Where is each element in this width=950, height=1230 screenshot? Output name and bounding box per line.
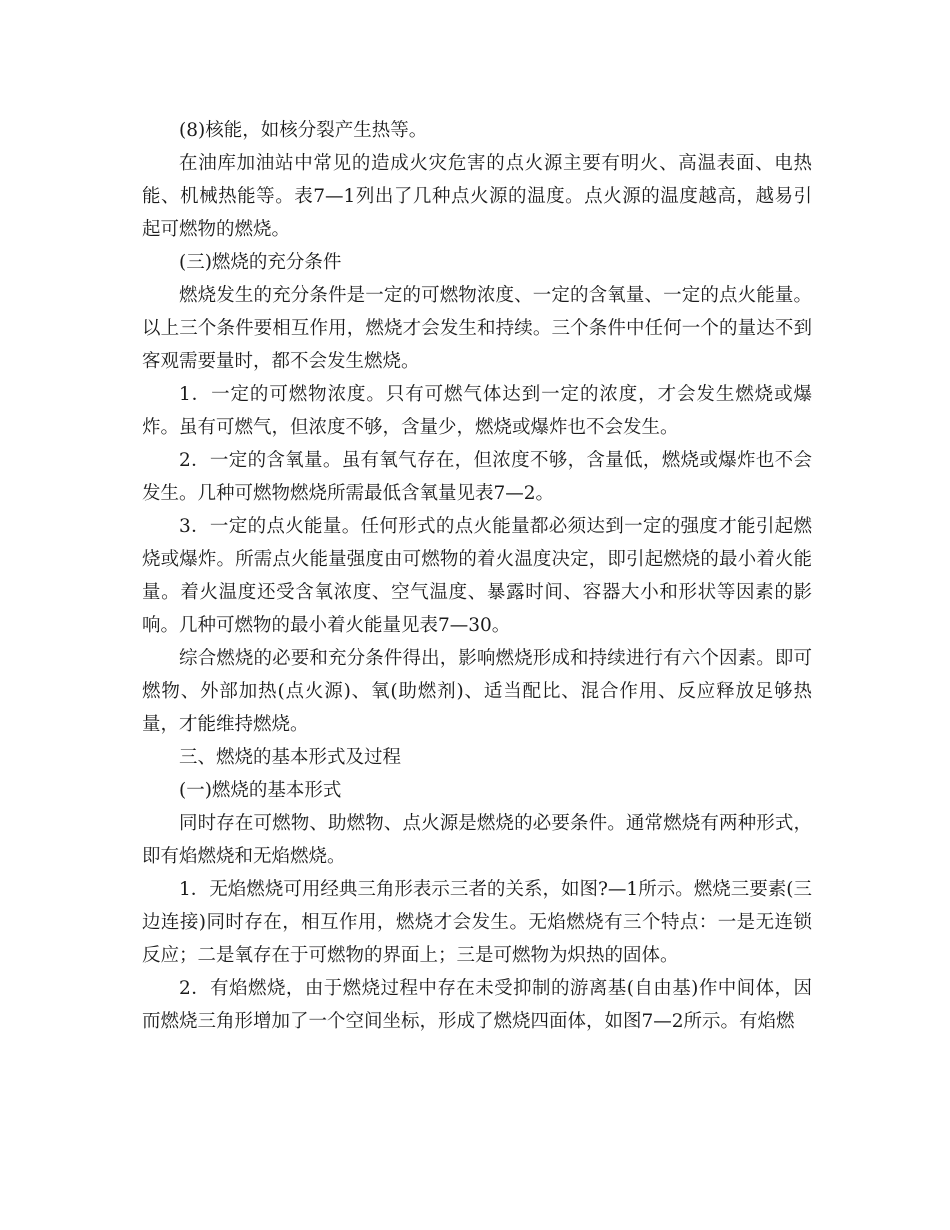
section-heading: (一)燃烧的基本形式 [179, 780, 342, 801]
paragraph: 同时存在可燃物、助燃物、点火源是燃烧的必要条件。通常燃烧有两种形式，即有焰燃烧和无焰燃烧。 [142, 813, 812, 867]
paragraph: 3．一定的点火能量。任何形式的点火能量都必须达到一定的强度才能引起燃烧或爆炸。所需点火能量强度由可燃物的着火温度决定，即引起燃烧的最小着火能量。着火温度还受含氧浓度、空气温度、暴露时间、容器大小和形状等因素的影响。几种可燃物的最小着火能量见表7—30。 [142, 516, 812, 636]
paragraph: 1．一定的可燃物浓度。只有可燃气体达到一定的浓度，才会发生燃烧或爆炸。虽有可燃气，但浓度不够，含量少，燃烧或爆炸也不会发生。 [142, 384, 812, 438]
section-heading: 三、燃烧的基本形式及过程 [179, 747, 402, 768]
paragraph: 在油库加油站中常见的造成火灾危害的点火源主要有明火、高温表面、电热能、机械热能等。表7—1列出了几种点火源的温度。点火源的温度越高，越易引起可燃物的燃烧。 [142, 153, 812, 240]
paragraph: 1．无焰燃烧可用经典三角形表示三者的关系，如图?—1所示。燃烧三要素(三边连接)同时存在，相互作用，燃烧才会发生。无焰燃烧有三个特点：一是无连锁反应；二是氧存在于可燃物的界面上；三是可燃物为炽热的固体。 [142, 879, 812, 966]
paragraph: 燃烧发生的充分条件是一定的可燃物浓度、一定的含氧量、一定的点火能量。以上三个条件要相互作用，燃烧才会发生和持续。三个条件中任何一个的量达不到客观需要量时，都不会发生燃烧。 [142, 285, 812, 372]
document-body [142, 114, 812, 1038]
paragraph: 2．有焰燃烧，由于燃烧过程中存在未受抑制的游离基(自由基)作中间体，因而燃烧三角形增加了一个空间坐标，形成了燃烧四面体，如图7—2所示。有焰燃 [142, 978, 812, 1032]
paragraph: (8)核能，如核分裂产生热等。 [179, 120, 428, 141]
paragraph: 2．一定的含氧量。虽有氧气存在，但浓度不够，含量低，燃烧或爆炸也不会发生。几种可燃物燃烧所需最低含氧量见表7—2。 [142, 450, 812, 504]
paragraph: 综合燃烧的必要和充分条件得出，影响燃烧形成和持续进行有六个因素。即可燃物、外部加热(点火源)、氧(助燃剂)、适当配比、混合作用、反应释放足够热量，才能维持燃烧。 [142, 648, 812, 735]
section-heading: (三)燃烧的充分条件 [179, 252, 342, 273]
